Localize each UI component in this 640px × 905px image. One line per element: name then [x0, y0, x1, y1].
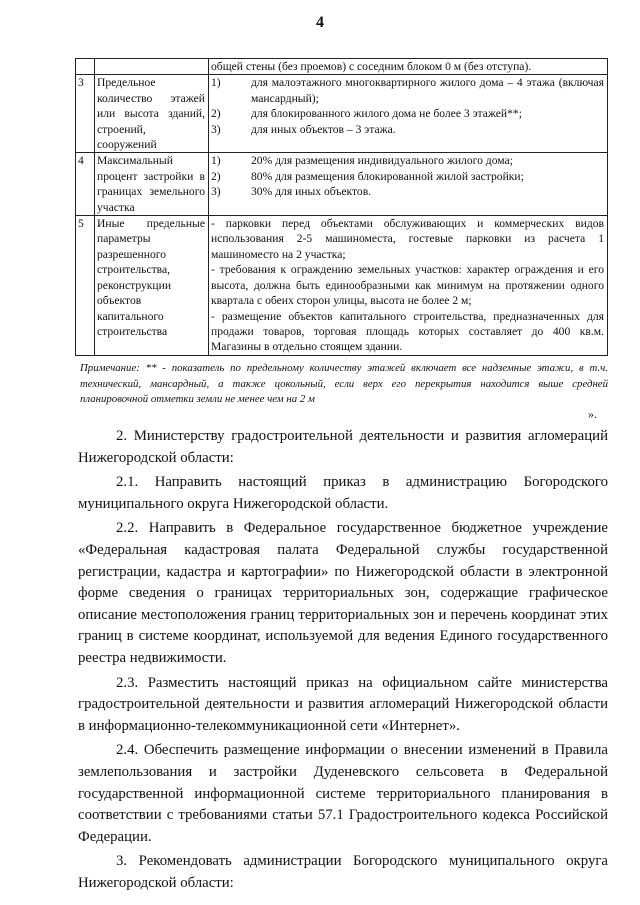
row-number: 5	[76, 216, 95, 356]
paragraph-2: 2. Министерству градостроительной деятельности и развития агломераций Нижегородской области:	[78, 428, 608, 466]
list-item: - размещение объектов капитального строительства, предназначенных для продажи товаров, торговая площадь которых составляет до 400 кв.м. Магазины в отдельно стоящем здании.	[211, 309, 604, 354]
parameter-name: Максимальный процент застройки в границах земельного участка	[95, 153, 209, 216]
paragraph-2-3: 2.3. Разместить настоящий приказ на официальном сайте министерства градостроительной деятельности и развития агломераций Нижегородской области в информационно-телекоммуникационной сети «Интернет».	[78, 674, 608, 734]
parameter-name: Иные предельные параметры разрешенного строительства, реконструкции объектов капитального строительства	[95, 216, 209, 356]
paragraph-2-2: 2.2. Направить в Федеральное государственное бюджетное учреждение «Федеральная кадастровая палата Федеральной службы государственной регистрации, кадастра и картографии» по Нижегородской области в электронной форме сведения о границах территориальных зон, содержащие графическое описание местоположения границ территориальных зон и перечень координат этих границ в системе координат, используемой для ведения Единого государственного реестра недвижимости.	[78, 520, 608, 666]
parameter-name: Предельное количество этажей или высота зданий, строений, сооружений	[95, 75, 209, 153]
page-number: 4	[316, 14, 324, 31]
paragraph-3: 3. Рекомендовать администрации Богородского муниципального округа Нижегородской области:	[78, 853, 608, 891]
table-cell-continuation: общей стены (без проемов) с соседним блоком 0 м (без отступа).	[209, 59, 608, 75]
table-row	[76, 75, 608, 153]
closing-quote: ».	[588, 407, 597, 421]
list-item: 2) для блокированного жилого дома не более 3 этажей**;	[211, 107, 522, 121]
parameter-value	[209, 216, 608, 356]
table-row-continuation	[76, 59, 608, 75]
list-item: 2) 80% для размещения блокированной жилой застройки;	[211, 169, 524, 183]
list-item: 3) 30% для иных объектов.	[211, 185, 372, 199]
list-item: - требования к ограждению земельных участков: характер ограждения и его высота, должна быть единообразными как минимум на протяжении одного квартала с обеих сторон улицы, высота не более 2 м;	[211, 263, 604, 308]
list-item: 1) 20% для размещения индивидуального жилого дома;	[211, 154, 513, 168]
table-row	[76, 153, 608, 216]
list-item: 1) для малоэтажного многоквартирного жилого дома – 4 этажа (включая мансардный);	[211, 76, 604, 105]
list-item: 3) для иных объектов – 3 этажа.	[211, 122, 396, 136]
parameter-value	[209, 153, 608, 216]
parameter-value	[209, 75, 608, 153]
order-body	[78, 426, 608, 894]
paragraph-2-1: 2.1. Направить настоящий приказ в администрацию Богородского муниципального округа Нижегородской области.	[78, 474, 608, 512]
row-number: 4	[76, 153, 95, 216]
list-item: - парковки перед объектами обслуживающих и коммерческих видов использования 2-5 машиноместа, гостевые парковки из расчета 1 машиноместо на 2 участка;	[211, 217, 604, 261]
paragraph-2-4: 2.4. Обеспечить размещение информации о внесении изменений в Правила землепользования и застройки Дуденевского сельсовета в Федеральной государственной информационной системе территориального планирования в соответствии с требованиями статьи 57.1 Градостроительного кодекса Российской Федерации.	[78, 742, 608, 845]
table-row	[76, 216, 608, 356]
parameters-table	[75, 58, 608, 356]
row-number: 3	[76, 75, 95, 153]
table-footnote: Примечание: ** - показатель по предельному количеству этажей включает все надземные этажи, в т.ч. технический, мансардный, а также цокольный, если верх его перекрытия находится выше средней планировочной отметки земли не менее чем на 2 м	[80, 362, 608, 405]
